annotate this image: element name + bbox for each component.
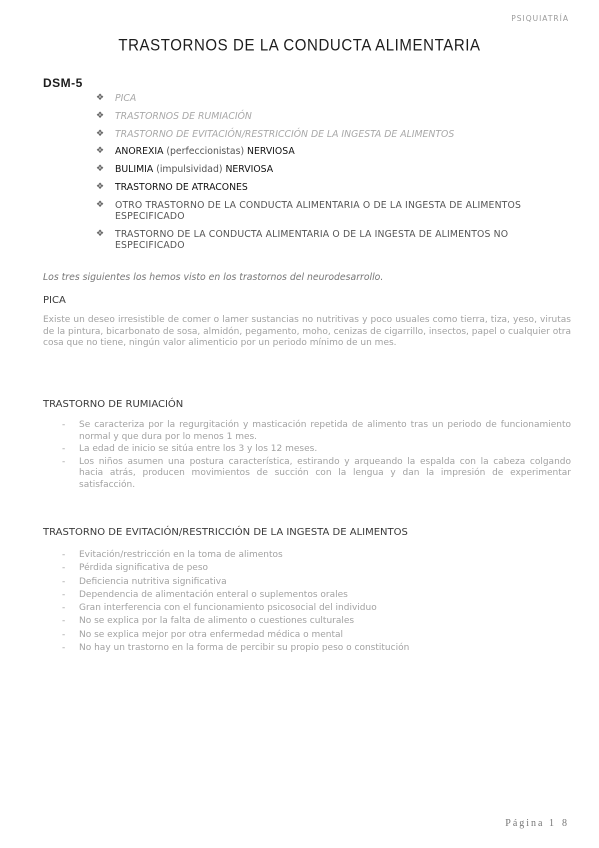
rumiacion-list (62, 420, 571, 493)
dash-bullet-icon: - (62, 576, 66, 587)
list-item-main: ANOREXIA (115, 146, 164, 158)
rumiacion-heading: TRASTORNO DE RUMIACIÓN (43, 399, 184, 410)
diamond-bullet-icon: ❖ (96, 164, 105, 175)
list-item-qualifier: (perfeccionistas) (163, 146, 248, 158)
dash-bullet-icon: - (62, 563, 66, 574)
list-item (96, 93, 572, 104)
dash-bullet-icon: - (62, 643, 66, 654)
list-item (62, 444, 571, 456)
list-item-text: Los niños asumen una postura característica, estirando y arqueando la espalda con la cabeza colgando hacia atrás, producen movimientos de succión con la lengua y dan la impresión de experimentar satisfacción. (79, 456, 571, 490)
list-item-text: Se caracteriza por la regurgitación y masticación repetida de alimento tras un periodo de funcionamiento normal y que dura por lo menos 1 mes. (79, 420, 571, 442)
page-footer (505, 818, 569, 829)
pica-paragraph: Existe un deseo irresistible de comer o lamer sustancias no nutritivas y poco usuales como tierra, tiza, yeso, virutas de la pintura, bicarbonato de sosa, almidón, pegamento, moho, cenizas de cigarrillo, insectos, papel o cualquier otra cosa que no tiene, ningún valor alimenticio por un periodo mínimo de un mes. (43, 315, 571, 349)
diamond-bullet-icon: ❖ (96, 110, 105, 121)
list-item-text: La edad de inicio se sitúa entre los 3 y los 12 meses. (79, 444, 318, 455)
list-item-qualifier: (impulsividad) (153, 164, 226, 176)
list-item-text: Gran interferencia con el funcionamiento psicosocial del individuo (79, 603, 377, 614)
dash-bullet-icon: - (62, 603, 66, 614)
list-item (96, 164, 572, 175)
diamond-bullet-icon: ❖ (96, 199, 105, 210)
dash-bullet-icon: - (62, 420, 66, 430)
diamond-bullet-icon: ❖ (96, 228, 105, 239)
dash-bullet-icon: - (62, 629, 66, 640)
list-item (96, 111, 572, 122)
diamond-bullet-icon: ❖ (96, 146, 105, 157)
diamond-bullet-icon: ❖ (96, 128, 105, 139)
dash-bullet-icon: - (62, 616, 66, 627)
list-item (62, 457, 571, 492)
list-item-text: No hay un trastorno en la forma de percibir su propio peso o constitución (79, 643, 410, 654)
header-tag: PSIQUIATRÍA (511, 14, 569, 23)
diamond-bullet-icon: ❖ (96, 93, 105, 103)
page-number: 8 (562, 818, 569, 829)
dsm-list (96, 93, 572, 258)
list-item (96, 182, 572, 193)
list-item-text: Evitación/restricción en la toma de alimentos (79, 550, 283, 560)
dsm-heading: DSM-5 (43, 76, 83, 90)
list-item-text: TRASTORNO DE EVITACIÓN/RESTRICCIÓN DE LA INGESTA DE ALIMENTOS (115, 128, 455, 140)
list-item (62, 642, 571, 655)
note-text: Los tres siguientes los hemos visto en los trastornos del neurodesarrollo. (43, 272, 384, 283)
page-title: TRASTORNOS DE LA CONDUCTA ALIMENTARIA (118, 35, 481, 56)
list-item (96, 146, 572, 157)
list-item-text: No se explica por la falta de alimento o cuestiones culturales (79, 616, 355, 627)
list-item (96, 129, 572, 140)
evitacion-list (62, 549, 571, 655)
list-item (96, 200, 572, 222)
list-item (62, 549, 571, 562)
list-item-text: Pérdida significativa de peso (79, 563, 209, 574)
diamond-bullet-icon: ❖ (96, 181, 105, 192)
list-item-text: OTRO TRASTORNO DE LA CONDUCTA ALIMENTARIA O DE LA INGESTA DE ALIMENTOS ESPECIFICADO (115, 199, 522, 222)
list-item-text: PICA (115, 93, 137, 104)
dash-bullet-icon: - (62, 456, 66, 467)
list-item (62, 420, 571, 443)
pica-heading: PICA (43, 295, 66, 306)
list-item (62, 589, 571, 602)
list-item-text: TRASTORNO DE ATRACONES (115, 181, 248, 193)
list-item (62, 602, 571, 615)
evitacion-heading: TRASTORNO DE EVITACIÓN/RESTRICCIÓN DE LA INGESTA DE ALIMENTOS (43, 527, 408, 538)
list-item-text: No se explica mejor por otra enfermedad médica o mental (79, 629, 344, 640)
list-item-text: Dependencia de alimentación enteral o suplementos orales (79, 589, 348, 600)
list-item-main: NERVIOSA (225, 164, 274, 176)
dash-bullet-icon: - (62, 589, 66, 600)
page-label: Página 1 (505, 818, 556, 829)
list-item (62, 562, 571, 575)
dash-bullet-icon: - (62, 444, 66, 455)
list-item-text: TRASTORNOS DE RUMIACIÓN (115, 110, 252, 122)
list-item-main: BULIMIA (115, 164, 154, 176)
list-item (62, 576, 571, 589)
list-item-main: NERVIOSA (247, 146, 295, 158)
list-item-text: Deficiencia nutritiva significativa (79, 576, 227, 587)
list-item (62, 615, 571, 628)
dash-bullet-icon: - (62, 550, 66, 560)
list-item (62, 629, 571, 642)
list-item-text: TRASTORNO DE LA CONDUCTA ALIMENTARIA O DE LA INGESTA DE ALIMENTOS NO ESPECIFICADO (115, 228, 509, 251)
list-item (96, 229, 572, 251)
